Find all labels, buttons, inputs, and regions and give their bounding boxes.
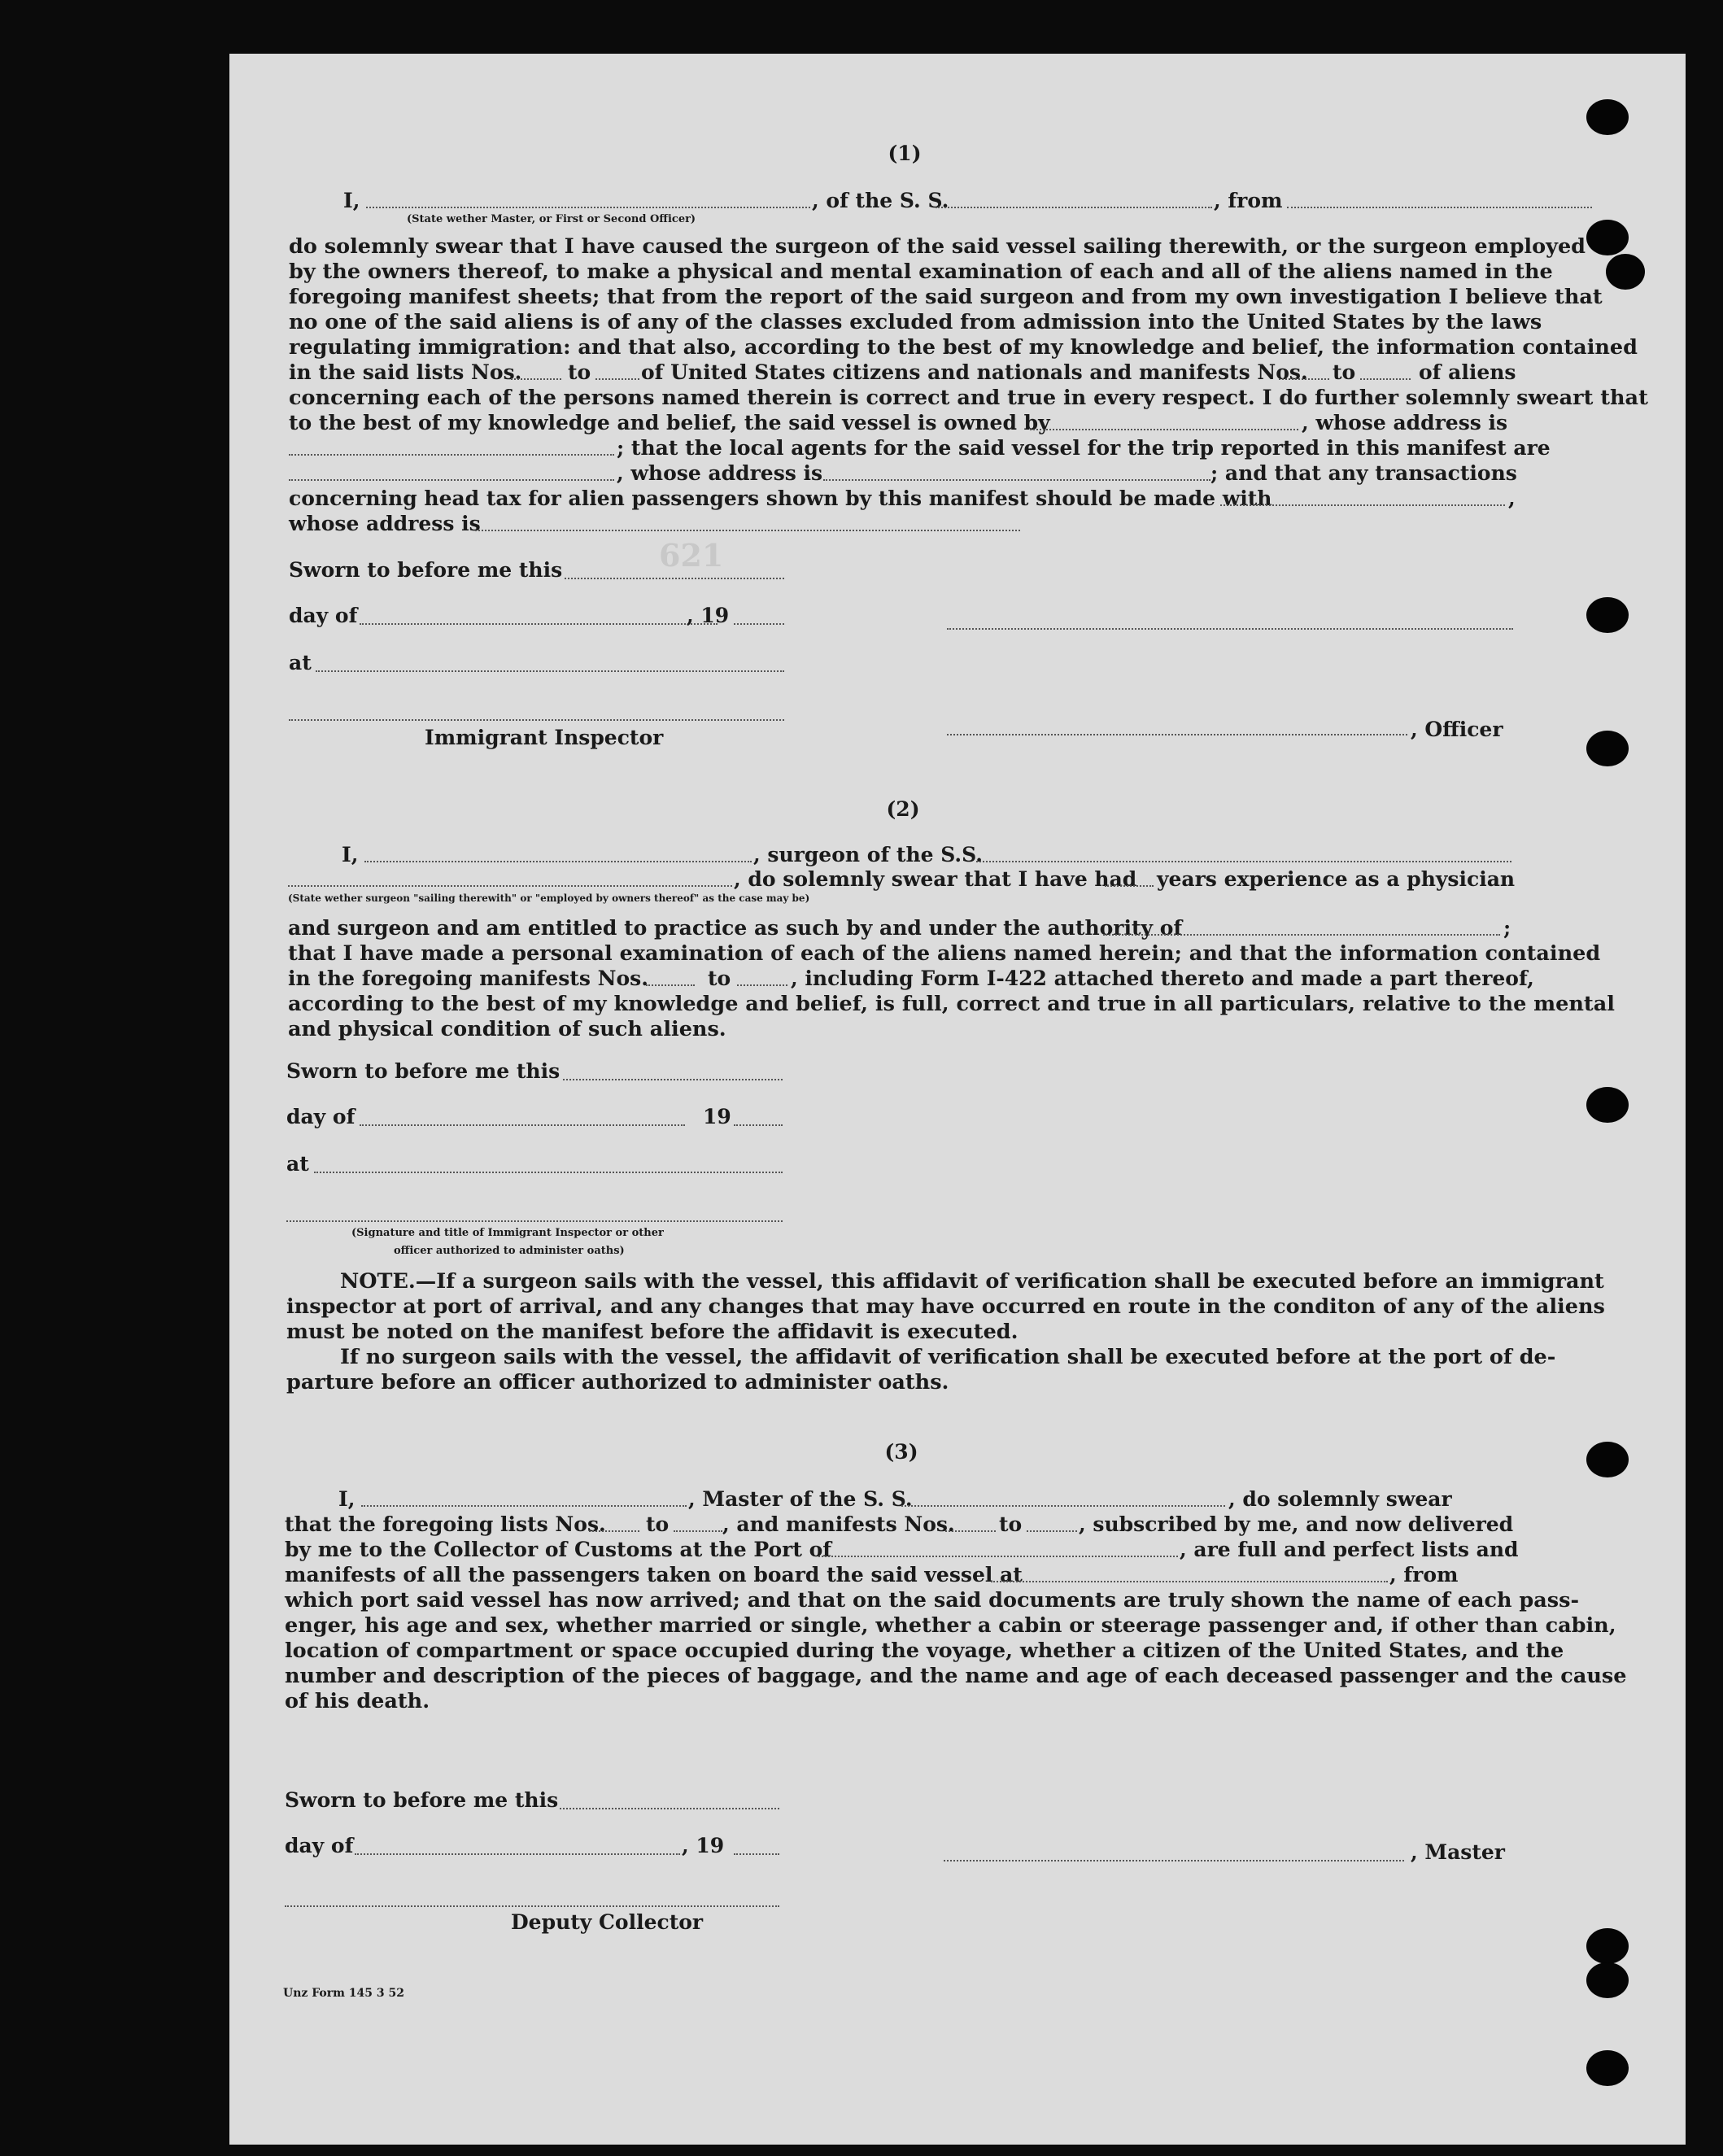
master-manifests-label: , and manifests Nos. [722,1512,955,1536]
master-swear-label: , do solemnly swear [1228,1487,1452,1511]
lists-to-label: to [568,360,591,384]
section2-paragraph-2 [288,992,1615,1042]
authority-label: and surgeon and am entitled to practice as such by and under the authority of [288,916,1183,940]
binder-hole [1606,254,1645,290]
section1-caption: (State wether Master, or First or Second Officer) [407,213,696,225]
local-agents-field[interactable] [289,479,614,481]
owner-field[interactable] [1030,429,1298,430]
section2-year-field[interactable] [734,1124,783,1126]
section3-paragraph [285,1588,1627,1714]
section2-heading: (2) [886,797,920,821]
owned-by-label: to the best of my knowledge and belief, the said vessel is owned by [289,411,1050,434]
experience-label: , do solemnly swear that I have had [734,867,1137,891]
years-experience-field[interactable] [1105,885,1154,887]
section3-line: number and description of the pieces of baggage, and the name and age of each deceased passenger and the cause [285,1664,1627,1688]
taken-on-board-label: manifests of all the passengers taken on board the said vessel at [285,1563,1023,1586]
aliens-label: of aliens [1419,360,1516,384]
master-ship-field[interactable] [901,1505,1225,1507]
inspector-title: Immigrant Inspector [425,726,664,749]
binder-hole [1586,2050,1629,2086]
section1-paragraph-2 [289,386,1648,411]
master-manifests-to-label: to [999,1512,1023,1536]
note-line: If no surgeon sails with the vessel, the affidavit of verification shall be executed before at the port of de- [340,1345,1556,1369]
whose-address-label: whose address is [289,512,481,535]
surgeon-status-field[interactable] [288,885,732,887]
section3-line: location of compartment or space occupied during the voyage, whether a citizen of the United States, and the [285,1639,1564,1663]
year-label: , 19 [687,604,730,627]
section3-year-field[interactable] [734,1853,779,1855]
note-line: NOTE.—If a surgeon sails with the vessel, this affidavit of verification shall be executed before an immigrant [340,1269,1604,1294]
section2-place-field[interactable] [314,1172,783,1173]
manifest-page [229,54,1686,2145]
head-tax-comma: , [1508,487,1516,510]
lists-from-field[interactable] [511,378,561,380]
sworn-month-field[interactable] [360,623,718,625]
section2-i-label: I, [342,843,359,866]
section3-sworn-day-field[interactable] [560,1808,779,1809]
section1-paragraph [289,234,1638,360]
section2-year-label: 19 [703,1105,731,1128]
section3-i-label: I, [338,1487,356,1511]
section1-heading: (1) [888,142,922,165]
sworn-label: Sworn to before me this [289,558,563,582]
section2-line: and physical condition of such aliens. [288,1017,726,1041]
authority-semicolon: ; [1503,916,1511,940]
section1-line: foregoing manifest sheets; that from the report of the said surgeon and from my own investigation I believe that [289,285,1603,309]
note-line: inspector at port of arrival, and any changes that may have occurred en route in the conditon of any of the aliens [286,1294,1605,1319]
section1-i-label: I, [343,189,360,212]
manifests-to-label: to [1333,360,1356,384]
transactions-label: ; and that any transactions [1210,461,1517,485]
full-lists-label: , are full and perfect lists and [1180,1538,1519,1561]
master-lists-to-label: to [646,1512,670,1536]
section2-at-label: at [286,1152,309,1176]
master-title: , Master [1411,1840,1505,1864]
head-tax-field[interactable] [1220,504,1505,506]
owner-address-label: , whose address is [1302,411,1508,434]
section1-line: do solemnly swear that I have caused the surgeon of the said vessel sailing therewith, or the surgeon employed [289,234,1586,259]
master-manifests-to-field[interactable] [1027,1530,1077,1532]
section3-year-label: , 19 [682,1834,725,1857]
form-number: Unz Form 145 3 52 [283,1987,404,2000]
master-manifests-from-field[interactable] [945,1530,996,1532]
note-line: parture before an officer authorized to administer oaths. [286,1370,949,1394]
binder-hole [1586,1442,1629,1477]
at-label: at [289,651,312,674]
customs-port-field[interactable] [818,1556,1178,1557]
delivered-label: , subscribed by me, and now delivered [1079,1512,1514,1536]
section3-sworn-label: Sworn to before me this [285,1788,559,1812]
ship-name-field[interactable] [936,207,1212,208]
section1-from-label: , from [1214,189,1283,212]
section1-line: concerning each of the persons named therein is correct and true in every respect. I do further solemnly sweart that [289,386,1648,410]
surgeon-manifest-from-field[interactable] [646,984,695,986]
section2-signature-field[interactable] [286,1220,783,1222]
owner-address-field[interactable] [289,454,614,456]
boarding-port-field[interactable] [991,1581,1388,1582]
lists-label: in the said lists Nos. [289,360,522,384]
head-tax-address-field[interactable] [475,530,1020,531]
from-label: , from [1389,1563,1459,1586]
note-line: must be noted on the manifest before the affidavit is executed. [286,1320,1019,1344]
surgeon-ss-label: , surgeon of the S.S. [753,843,983,866]
manifests-to-field[interactable] [1360,378,1411,380]
binder-hole [1586,99,1629,135]
citizens-label: of United States citizens and nationals and manifests Nos. [641,360,1308,384]
lists-to-field[interactable] [595,378,639,380]
section1-line: by the owners thereof, to make a physical and mental examination of each and all of the aliens named in the [289,260,1553,284]
collector-title: Deputy Collector [511,1910,704,1934]
surgeon-manifest-to-label: to [708,967,731,990]
section2-sigcap-line1: (Signature and title of Immigrant Inspector or other [351,1227,664,1239]
physician-label: years experience as a physician [1157,867,1516,891]
officer-rank-field[interactable] [366,207,810,208]
master-signature-field[interactable] [944,1860,1404,1861]
master-name-field[interactable] [361,1505,687,1507]
section2-sworn-day-field[interactable] [563,1079,783,1080]
section1-line: no one of the said aliens is of any of the classes excluded from admission into the United States by the laws [289,310,1542,334]
binder-hole [1586,1962,1629,1998]
surgeon-manifest-to-field[interactable] [737,984,787,986]
head-tax-label: concerning head tax for alien passengers shown by this manifest should be made with [289,487,1272,510]
master-ss-label: , Master of the S. S. [688,1487,913,1511]
sworn-year-field[interactable] [734,623,784,625]
binder-hole [1586,731,1629,766]
section2-sworn-label: Sworn to before me this [286,1059,561,1083]
section3-line: enger, his age and sex, whether married or single, whether a cabin or steerage passenger and, if other than cabin, [285,1613,1616,1638]
section1-line: regulating immigration: and that also, according to the best of my knowledge and belief, the information contained [289,335,1638,360]
master-lists-to-field[interactable] [674,1530,722,1532]
departure-port-field[interactable] [1287,207,1592,208]
inspector-signature-field[interactable] [289,719,784,721]
section3-line: which port said vessel has now arrived; and that on the said documents are truly shown the name of each pass- [285,1588,1580,1613]
officer-name-field[interactable] [947,734,1407,735]
section2-line: according to the best of my knowledge and belief, is full, correct and true in all particulars, relative to the mental [288,992,1615,1016]
collector-signature-field[interactable] [285,1905,779,1907]
section2-sigcap-line2: officer authorized to administer oaths) [394,1245,625,1257]
sworn-day-field[interactable] [565,578,784,579]
section3-heading: (3) [884,1440,918,1464]
section2-paragraph [288,941,1601,967]
binder-hole [1586,1087,1629,1123]
master-lists-from-field[interactable] [589,1530,639,1532]
binder-hole [1586,597,1629,633]
note-paragraph [286,1269,1605,1395]
day-of-label: day of [289,604,358,627]
officer-signature-field[interactable] [947,628,1513,630]
section1-ss-label: , of the S. S. [812,189,949,212]
authority-field[interactable] [1103,934,1500,936]
faint-stamp: 621 [659,537,724,574]
agents-address-label: , whose address is [617,461,823,485]
form-i422-label: , including Form I-422 attached thereto and made a part thereof, [791,967,1534,990]
foregoing-manifests-label: in the foregoing manifests Nos. [288,967,648,990]
section2-day-of-label: day of [286,1105,356,1128]
local-agents-label: ; that the local agents for the said vessel for the trip reported in this manifest are [617,436,1551,460]
sworn-place-field[interactable] [316,670,784,672]
foregoing-lists-label: that the foregoing lists Nos. [285,1512,606,1536]
officer-title: , Officer [1411,718,1503,741]
collector-port-label: by me to the Collector of Customs at the Port of [285,1538,831,1561]
section2-caption: (State wether surgeon "sailing therewith" or "employed by owners thereof" as the case may be) [288,893,810,904]
binder-hole [1586,1928,1629,1964]
section3-month-field[interactable] [355,1853,680,1855]
section3-day-of-label: day of [285,1834,354,1857]
section3-line: of his death. [285,1689,430,1713]
section2-line: that I have made a personal examination of each of the aliens named herein; and that the information contained [288,941,1601,966]
surgeon-name-field[interactable] [364,861,752,862]
agents-address-field[interactable] [823,479,1210,481]
surgeon-ship-field[interactable] [976,861,1511,862]
section2-month-field[interactable] [360,1124,685,1126]
manifests-from-field[interactable] [1279,378,1329,380]
binder-hole [1586,220,1629,255]
